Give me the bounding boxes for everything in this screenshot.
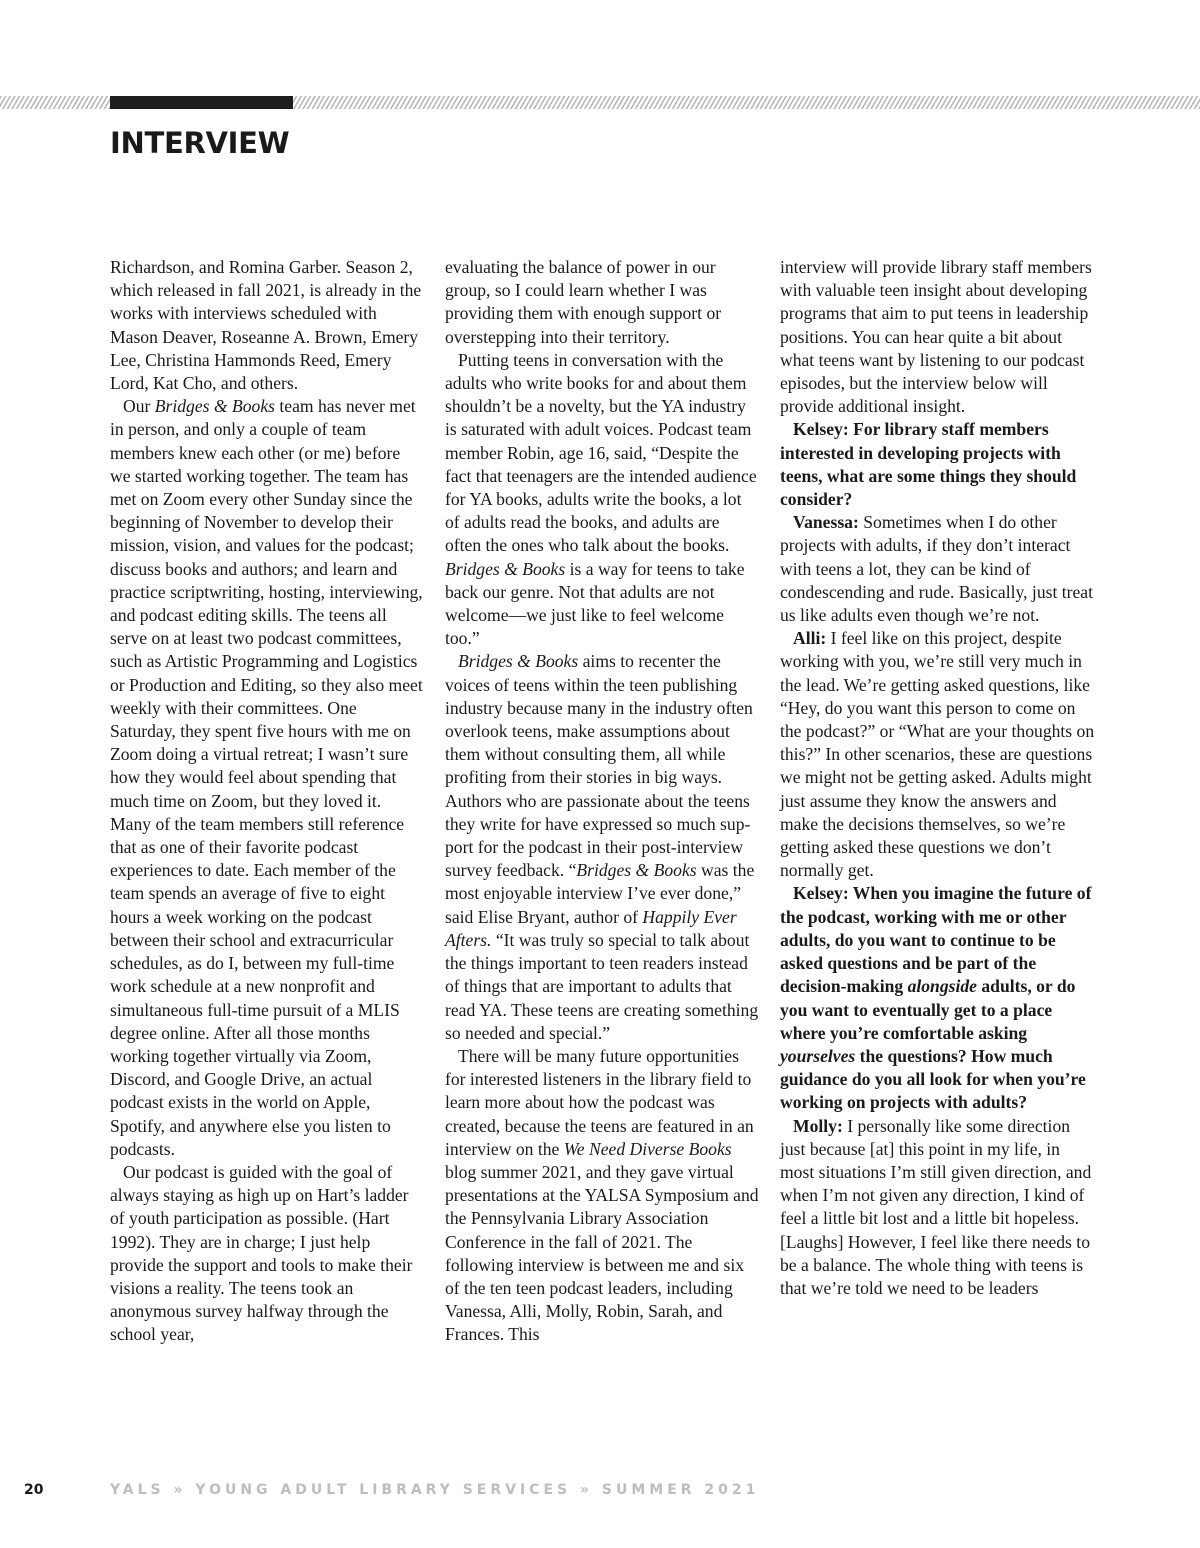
text-run: There will be many future opportunities for interested listeners in the library field to learn more about how the podcast was created, because the teens are featured in an interview on the bbox=[445, 1045, 754, 1159]
text-run: Bridges & Books bbox=[154, 396, 275, 417]
text-column-3 bbox=[780, 256, 1095, 1300]
text-run: adults, or do you want to eventually get to a place where you’re comfortable asking bbox=[780, 976, 1076, 1043]
text-run: aims to recenter the voices of teens within the teen publishing industry because many in the industry often overlook teens, make assumptions about them without consulting them, all while profiting from their stories in big ways. Authors who are passionate about the teens they write for have expressed so much support for the podcast in their post-interview survey feedback. “ bbox=[445, 651, 753, 881]
paragraph bbox=[445, 1045, 760, 1347]
text-run: Molly: bbox=[793, 1115, 843, 1136]
paragraph bbox=[780, 882, 1095, 1114]
section-accent-bar bbox=[110, 96, 293, 109]
paragraph bbox=[110, 1161, 425, 1347]
paragraph bbox=[110, 256, 425, 395]
text-run: Sometimes when I do other projects with adults, if they don’t interact with teens a lot, they can be kind of condescending and rude. Basically, just treat us like adults even though we’re not. bbox=[780, 512, 1094, 626]
text-run: Bridges & Books bbox=[576, 860, 697, 881]
paragraph bbox=[780, 511, 1095, 627]
text-column-2 bbox=[445, 256, 760, 1347]
text-run: was the most enjoyable interview I’ve ever done,” said Elise Bryant, author of bbox=[445, 860, 755, 927]
text-run: Vanessa: bbox=[793, 512, 859, 533]
paragraph bbox=[780, 627, 1095, 882]
paragraph bbox=[445, 256, 760, 349]
text-run: I personally like some direction just because [at] this point in my life, in most situations I’m still given direction, and when I’m not given any direction, I kind of feel a little bit lost and a little bit hopeless. [Laughs] However, I feel like there needs to be a balance. The whole thing with teens is that we’re told we need to be leaders bbox=[780, 1115, 1092, 1298]
text-run: yourselves bbox=[780, 1045, 856, 1066]
text-run: interview will provide library staff members with valuable teen insight about developing programs that aim to put teens in leadership positions. You can hear quite a bit about what teens want by listening to our podcast episodes, but the interview below will provide additional insight. bbox=[780, 257, 1092, 417]
text-run: Kelsey: When you imagine the future of the podcast, working with me or other adults, do you want to continue to be asked questions and be part of the decision-making bbox=[780, 883, 1092, 997]
text-column-1 bbox=[110, 256, 425, 1347]
paragraph bbox=[780, 256, 1095, 418]
text-run: Bridges & Books bbox=[445, 558, 566, 579]
paragraph bbox=[780, 418, 1095, 511]
text-run: team has never met in person, and only a couple of team members knew each other (or me) before we started working together. The team has met on Zoom every other Sunday since the beginning of November to develop their mission, vision, and values for the podcast; discuss books and authors; and learn and practice scriptwriting, hosting, interviewing, and podcast editing skills. The teens all serve on at least two podcast committees, such as Artistic Programming and Logistics or Production and Editing, so they also meet weekly with their committees. One Saturday, they spent five hours with me on Zoom doing a virtual retreat; I wasn’t sure how they would feel about spending that much time on Zoom, but they loved it. Many of the team members still reference that as one of their favorite podcast experiences to date. Each member of the team spends an average of five to eight hours a week working on the podcast between their school and extracurricular schedules, as do I, between my full-time work schedule at a new nonprofit and simultaneous full-time pursuit of a MLIS degree online. After all those months working together virtually via Zoom, Discord, and Google Drive, an actual podcast exists in the world on Apple, Spotify, and anywhere else you listen to podcasts. bbox=[110, 396, 423, 1159]
text-run: We Need Diverse Books bbox=[563, 1138, 732, 1159]
running-footer-title: YALS » YOUNG ADULT LIBRARY SERVICES » SUMMER 2021 bbox=[110, 1482, 760, 1498]
text-run: Putting teens in conversation with the adults who write books for and about them shouldn’t be a novelty, but the YA industry is saturated with adult voices. Podcast team member Robin, age 16, said, “Despite the fact that teenagers are the intended audience for YA books, adults write the books, a lot of adults read the books, and adults are often the ones who talk about the books. bbox=[445, 349, 757, 556]
text-run: Our bbox=[123, 396, 155, 417]
text-run: alongside bbox=[907, 976, 977, 997]
section-title: INTERVIEW bbox=[110, 126, 290, 160]
text-run: Bridges & Books bbox=[458, 651, 579, 672]
text-run: “It was truly so special to talk about the things important to teen readers instead of things that are important to adults that read YA. These teens are creating something so needed and special.” bbox=[445, 929, 759, 1043]
text-run: Our podcast is guided with the goal of always staying as high up on Hart’s ladder of youth participation as possible. (Hart 1992). They are in charge; I just help provide the support and tools to make their visions a reality. The teens took an anonymous survey halfway through the school year, bbox=[110, 1161, 413, 1345]
text-run: the questions? How much guidance do you all look for when you’re working on projects with adults? bbox=[780, 1045, 1086, 1113]
page-number: 20 bbox=[24, 1482, 44, 1498]
paragraph bbox=[780, 1115, 1095, 1301]
text-run: Richardson, and Romina Garber. Season 2, which released in fall 2021, is already in the works with interviews scheduled with Mason Deaver, Roseanne A. Brown, Emery Lee, Christina Hammonds Reed, Emery Lord, Kat Cho, and others. bbox=[110, 257, 422, 394]
text-run: blog summer 2021, and they gave virtual presentations at the YALSA Symposium and the Pennsylvania Library Association Conference in the fall of 2021. The following interview is between me and six of the ten teen podcast leaders, including Vanessa, Alli, Molly, Robin, Sarah, and Frances. This bbox=[445, 1161, 759, 1345]
paragraph bbox=[110, 395, 425, 1161]
text-run: Happily Ever Afters. bbox=[445, 906, 737, 950]
text-run: Kelsey: For library staff members interested in developing projects with teens, what are some things they should consider? bbox=[780, 419, 1077, 510]
text-run: Alli: bbox=[793, 628, 827, 649]
paragraph bbox=[445, 650, 760, 1044]
paragraph bbox=[445, 349, 760, 651]
text-run: I feel like on this project, despite working with you, we’re still very much in the lead. We’re getting asked questions, like “Hey, do you want this person to come on the podcast?” or “What are your thoughts on this?” In other scenarios, these are questions we might not be getting asked. Adults might just assume they know the answers and make the decisions themselves, so we’re getting asked these questions we don’t normally get. bbox=[780, 628, 1095, 881]
text-run: is a way for teens to take back our genre. Not that adults are not welcome—we just like to feel welcome too.” bbox=[445, 558, 745, 649]
text-run: evaluating the balance of power in our group, so I could learn whether I was providing them with enough support or overstepping into their territory. bbox=[445, 257, 722, 347]
